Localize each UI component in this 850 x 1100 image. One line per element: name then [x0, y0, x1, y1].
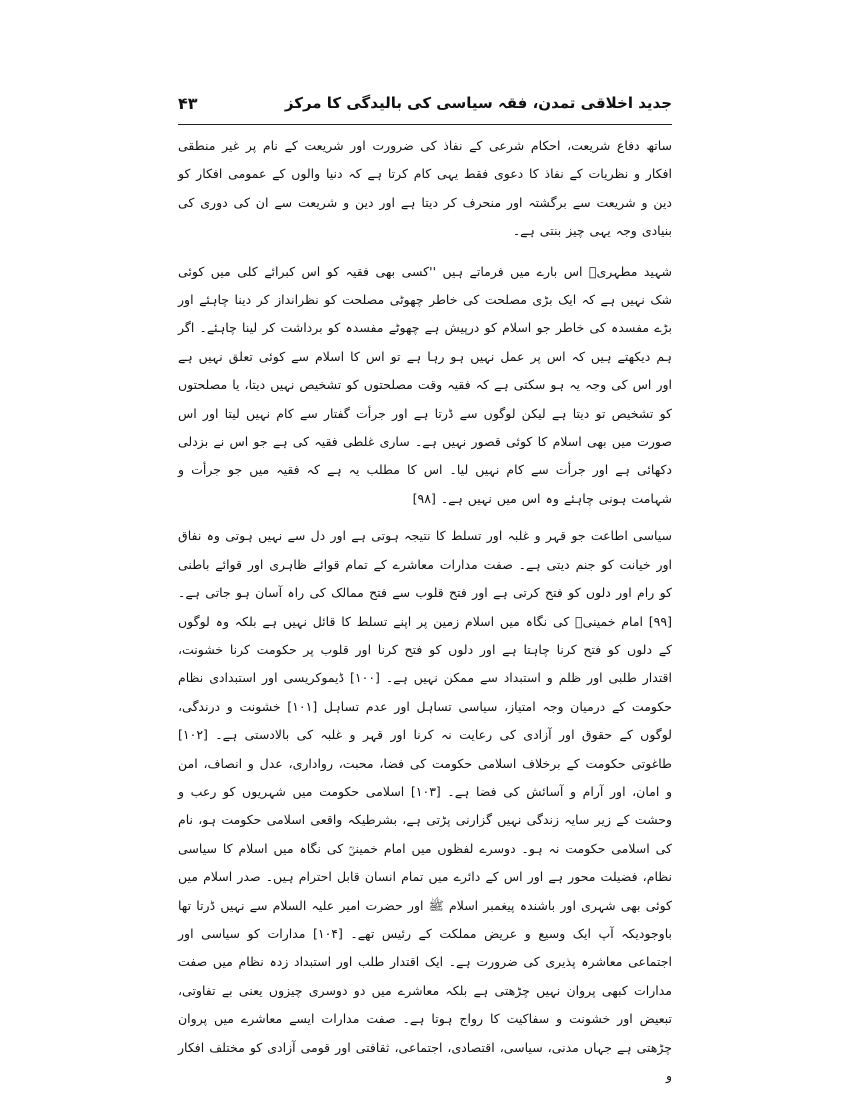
body-text — [178, 132, 672, 1098]
page-number: ۴۳ — [178, 94, 198, 113]
running-header-title: جدید اخلاقی تمدن، فقہ سیاسی کی بالیدگی کا مرکز — [284, 94, 672, 112]
paragraph: شہید مطہریؒ اس بارے میں فرماتے ہیں ''کسی بھی فقیہ کو اس کبرائے کلی میں کوئی شک نہیں ہے کہ ایک بڑی مصلحت کی خاطر چھوٹی مصلحت کو نظرانداز کر دینا چاہئے اور بڑے مفسدہ کی خاطر جو اسلام کو درپیش ہے چھوٹے مفسدہ کو برداشت کر لینا چاہئے۔ اگر ہم دیکھتے ہیں کہ اس پر عمل نہیں ہو رہا ہے تو اس کا اسلام سے کوئی تعلق نہیں ہے اور اس کی وجہ یہ ہو سکتی ہے کہ فقیہ وقت مصلحتوں کو تشخیص نہیں دیتا، یا مصلحتوں کو تشخیص تو دیتا ہے لیکن لوگوں سے ڈرتا ہے اور جرأت گفتار سے کام نہیں لیتا اور اس صورت میں بھی اسلام کا کوئی قصور نہیں ہے۔ ساری غلطی فقیہ کی ہے جو اس نے بزدلی دکھائی ہے اور جرأت سے کام نہیں لیا۔ اس کا مطلب یہ ہے کہ فقیہ میں جو جرأت و شہامت ہونی چاہئے وہ اس میں نہیں ہے۔ [۹۸] — [178, 263, 672, 506]
paragraph: ساتھ دفاع شریعت، احکام شرعی کے نفاذ کی ضرورت اور شریعت کے نام پر غیر منطقی افکار و نظریات کے نفاذ کا دعوی فقط یہی کام کرتا ہے کہ دنیا والوں کے عمومی افکار کو دین و شریعت سے برگشتہ اور منحرف کر دیتا ہے اور دین و شریعت سے ان کی دوری کی بنیادی وجہ یہی چیز بنتی ہے۔ — [178, 138, 672, 239]
running-header — [178, 92, 672, 124]
header-divider — [178, 124, 672, 125]
paragraph: سیاسی اطاعت جو قہر و غلبہ اور تسلط کا نتیجہ ہوتی ہے اور دل سے نہیں ہوتی وہ نفاق اور خیانت کو جنم دیتی ہے۔ صفت مدارات معاشرے کے تمام قوائے ظاہری اور قوائے باطنی کو رام اور دلوں کو فتح کرتی ہے اور فتح قلوب سے فتح ممالک کی راہ آسان ہو جاتی ہے۔ [۹۹] امام خمینیؒ کی نگاہ میں اسلام زمین پر اپنے تسلط کا قائل نہیں ہے بلکہ وہ لوگوں کے دلوں کو فتح کرنا چاہتا ہے اور دلوں کو فتح کرنا اور قلوب پر حکومت کرنا خشونت، اقتدار طلبی اور ظلم و استبداد سے ممکن نہیں ہے۔ [۱۰۰] ڈیموکریسی اور استبدادی نظام حکومت کے درمیان وجہ امتیاز، سیاسی تساہل اور عدم تساہل [۱۰۱] خشونت و درندگی، لوگوں کے حقوق اور آزادی کی رعایت نہ کرنا اور قہر و غلبہ کی بالادستی ہے۔ [۱۰۲] طاغوتی حکومت کے برخلاف اسلامی حکومت کی فضا، محبت، رواداری، عدل و انصاف، امن و امان، اور آرام و آسائش کی فضا ہے۔ [۱۰۳] اسلامی حکومت میں شہریوں کو رعب و وحشت کے زیر سایہ زندگی نہیں گزارنی پڑتی ہے، بشرطیکہ واقعی اسلامی حکومت ہو، نام کی اسلامی حکومت نہ ہو۔ دوسرے لفظوں میں امام خمینیؒ کی نگاہ میں اسلام کا سیاسی نظام، فضیلت محور ہے اور اس کے دائرے میں تمام انسان قابل احترام ہیں۔ صدر اسلام میں کوئی بھی شہری اور باشندہ پیغمبر اسلام ﷺ اور حضرت امیر علیہ السلام سے نہیں ڈرتا تھا باوجودیکہ آپ ایک وسیع و عریض مملکت کے رئیس تھے۔ [۱۰۴] مدارات کو سیاسی اور اجتماعی معاشرہ پذیری کی ضرورت ہے۔ ایک اقتدار طلب اور استبداد زدہ نظام میں صفت مدارات کبھی پروان نہیں چڑھتی ہے بلکہ معاشرے میں دو دوسری چیزوں یعنی بے تفاوتی، تبعیض اور خشونت و سفاکیت کا رواج ہوتا ہے۔ صفت مدارات ایسے معاشرے میں پروان چڑھتی ہے جہاں مدنی، سیاسی، اقتصادی، اجتماعی، ثقافتی اور قومی آزادی کو مختلف افکار و — [178, 528, 672, 1083]
